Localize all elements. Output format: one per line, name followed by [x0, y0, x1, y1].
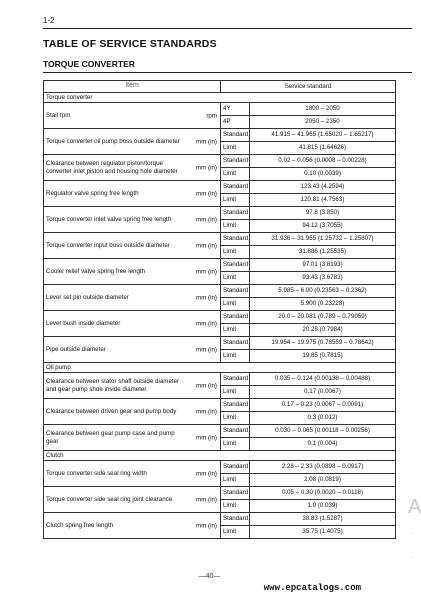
standard-value: 93.43 (3.6783) — [250, 272, 396, 285]
item-name: Torque converter input boss outside diameter — [46, 241, 170, 249]
item-name: Torque converter side seal ring width — [46, 469, 147, 477]
section-subtitle: TORQUE CONVERTER — [43, 59, 135, 69]
item-unit: mm (in) — [196, 345, 217, 353]
section-row — [44, 363, 396, 373]
table-row — [44, 155, 396, 168]
standard-value: 41.915 – 41.965 (1.65020 – 1.65217) — [250, 129, 396, 142]
standard-value: 97.8 (3.850) — [250, 207, 396, 220]
edge-letter: A — [408, 496, 421, 518]
standard-value: 0.05 – 0.30 (0.0020 – 0.0118) — [250, 487, 396, 500]
value-type: 4Y — [221, 103, 250, 116]
table-body — [44, 93, 396, 539]
standard-value: 123.43 (4.2594) — [250, 181, 396, 194]
value-type: Limit — [221, 324, 250, 337]
table-row — [44, 233, 396, 246]
standard-value: 35.75 (1.4075) — [250, 526, 396, 539]
item-unit: mm (in) — [196, 469, 217, 477]
item-unit: mm (in) — [196, 267, 217, 275]
standard-value: 0.02 – 0.056 (0.0008 – 0.00228) — [250, 155, 396, 168]
value-type: Limit — [221, 526, 250, 539]
item-cell — [44, 461, 221, 487]
item-unit: mm (in) — [196, 433, 217, 441]
value-type: Standard — [221, 259, 250, 272]
standard-value: 2.28 – 2.33 (0.0898 – 0.0917) — [250, 461, 396, 474]
item-cell — [44, 207, 221, 233]
standard-value: 0.1 (0.004) — [250, 438, 396, 451]
table-row — [44, 259, 396, 272]
value-type: Limit — [221, 412, 250, 425]
table-row — [44, 461, 396, 474]
watermark-site: www.epcatalogs.com — [263, 583, 361, 593]
standard-value: 0.10 (0.0039) — [250, 168, 396, 181]
value-type: Standard — [221, 311, 250, 324]
standard-value: 1.0 (0.039) — [250, 500, 396, 513]
value-type: Limit — [221, 386, 250, 399]
standard-value: 31.886 (1.25535) — [250, 246, 396, 259]
section-label: Torque converter — [44, 93, 396, 103]
top-rule — [43, 28, 412, 29]
table-header-row — [44, 81, 396, 93]
item-name: Pipe outside diameter — [46, 345, 106, 353]
footer-page-number: —40— — [198, 573, 221, 580]
item-name: Stall rpm — [46, 111, 71, 119]
section-row — [44, 93, 396, 103]
item-name: Regulator valve spring free length — [46, 189, 139, 197]
value-type: Limit — [221, 350, 250, 363]
item-unit: mm (in) — [196, 407, 217, 415]
value-type: Standard — [221, 487, 250, 500]
value-type: Standard — [221, 337, 250, 350]
item-name: Torque converter oil pump boss outside diameter — [46, 137, 180, 145]
standard-value: 2.08 (0.0819) — [250, 474, 396, 487]
header-service-standard: Service standard — [221, 81, 396, 93]
value-type: Limit — [221, 298, 250, 311]
item-cell — [44, 399, 221, 425]
value-type: Standard — [221, 461, 250, 474]
section-row — [44, 451, 396, 461]
edge-mark: · — [410, 528, 413, 538]
table-row — [44, 337, 396, 350]
item-cell — [44, 233, 221, 259]
standard-value: 120.81 (4.7563) — [250, 194, 396, 207]
item-unit: mm (in) — [196, 293, 217, 301]
table-row — [44, 425, 396, 438]
item-name: Torque converter side seal ring joint clearance — [46, 495, 173, 503]
page-title: TABLE OF SERVICE STANDARDS — [43, 38, 217, 50]
item-unit: mm (in) — [196, 495, 217, 503]
item-cell — [44, 311, 221, 337]
value-type: 4P — [221, 116, 250, 129]
value-type: Standard — [221, 129, 250, 142]
subtitle-rule — [43, 72, 412, 73]
table-row — [44, 207, 396, 220]
item-name: Clearance between stator shaft outside diameter and gear pump shoe inside diameter — [46, 378, 180, 393]
value-type: Standard — [221, 425, 250, 438]
edge-mark: · — [410, 552, 413, 562]
item-name: Cooler relief valve spring free length — [46, 267, 146, 275]
value-type: Standard — [221, 513, 250, 526]
standard-value: 19.954 – 19.975 (0.78559 – 0.78642) — [250, 337, 396, 350]
item-unit: mm (in) — [196, 319, 217, 327]
table-row — [44, 487, 396, 500]
table-row — [44, 285, 396, 298]
item-unit: mm (in) — [196, 381, 217, 389]
item-unit: mm (in) — [196, 163, 217, 171]
value-type: Standard — [221, 155, 250, 168]
value-type: Limit — [221, 246, 250, 259]
value-type: Standard — [221, 399, 250, 412]
value-type: Limit — [221, 194, 250, 207]
standard-value: 19.85 (0.7815) — [250, 350, 396, 363]
item-cell — [44, 337, 221, 363]
value-type: Standard — [221, 181, 250, 194]
item-cell — [44, 513, 221, 539]
item-unit: mm (in) — [196, 215, 217, 223]
table-row — [44, 513, 396, 526]
standard-value: 20.28 (0.7984) — [250, 324, 396, 337]
standard-value: 94.12 (3.7055) — [250, 220, 396, 233]
item-unit: mm (in) — [196, 189, 217, 197]
standard-value: 5.900 (0.23228) — [250, 298, 396, 311]
item-name: Clearance between driven gear and pump body — [46, 407, 177, 415]
item-unit: mm (in) — [196, 137, 217, 145]
value-type: Limit — [221, 168, 250, 181]
value-type: Limit — [221, 220, 250, 233]
standard-value: 0.030 – 0.065 (0.00118 – 0.00256) — [250, 425, 396, 438]
section-label: Clutch — [44, 451, 396, 461]
table-row — [44, 311, 396, 324]
item-cell — [44, 487, 221, 513]
table-row — [44, 103, 396, 116]
standard-value: 38.83 (1.5287) — [250, 513, 396, 526]
header-item: Item — [44, 81, 221, 93]
value-type: Limit — [221, 500, 250, 513]
value-type: Limit — [221, 474, 250, 487]
value-type: Limit — [221, 142, 250, 155]
item-cell — [44, 129, 221, 155]
item-cell — [44, 285, 221, 311]
table-row — [44, 181, 396, 194]
table-row — [44, 129, 396, 142]
value-type: Standard — [221, 207, 250, 220]
value-type: Standard — [221, 285, 250, 298]
standard-value: 5.985 – 6.00 (0.23563 – 0.2362) — [250, 285, 396, 298]
standard-value: 0.3 (0.012) — [250, 412, 396, 425]
table-row — [44, 399, 396, 412]
page-number: 1-2 — [43, 16, 55, 25]
item-cell — [44, 155, 221, 181]
standard-value: 41.815 (1.64626) — [250, 142, 396, 155]
item-name: Torque converter inlet valve spring free length — [46, 215, 172, 223]
item-cell — [44, 103, 221, 129]
value-type: Standard — [221, 373, 250, 386]
standard-value: 20.0 – 20.081 (0.789 – 0.79059) — [250, 311, 396, 324]
item-unit: mm (in) — [196, 241, 217, 249]
item-cell — [44, 425, 221, 451]
service-standards-table — [43, 80, 396, 539]
section-label: Oil pump — [44, 363, 396, 373]
item-unit: mm (in) — [196, 521, 217, 529]
item-cell — [44, 259, 221, 285]
standard-value: 97.01 (3.8193) — [250, 259, 396, 272]
item-name: Lever set pin outside diameter — [46, 293, 129, 301]
standard-value: 1800 – 2050 — [250, 103, 396, 116]
item-cell — [44, 373, 221, 399]
standard-value: 0.17 – 0.23 (0.0067 – 0.0091) — [250, 399, 396, 412]
standard-value: 2050 – 2350 — [250, 116, 396, 129]
item-name: Clearance between regulator piston/torque converter inlet piston and housing hole diameter — [46, 160, 178, 175]
item-name: Clearance between gear pump case and pump gear — [46, 430, 175, 445]
standard-value: 0.035 – 0.124 (0.00138 – 0.00488) — [250, 373, 396, 386]
value-type: Limit — [221, 438, 250, 451]
value-type: Standard — [221, 233, 250, 246]
item-name: Clutch spring free length — [46, 521, 114, 529]
standard-value: 31.936 – 31.955 (1.25732 – 1.25807) — [250, 233, 396, 246]
item-name: Lever bush inside diameter — [46, 319, 121, 327]
item-unit: rpm — [206, 111, 217, 119]
table-row — [44, 373, 396, 386]
standard-value: 0.17 (0.0067) — [250, 386, 396, 399]
value-type: Limit — [221, 272, 250, 285]
item-cell — [44, 181, 221, 207]
